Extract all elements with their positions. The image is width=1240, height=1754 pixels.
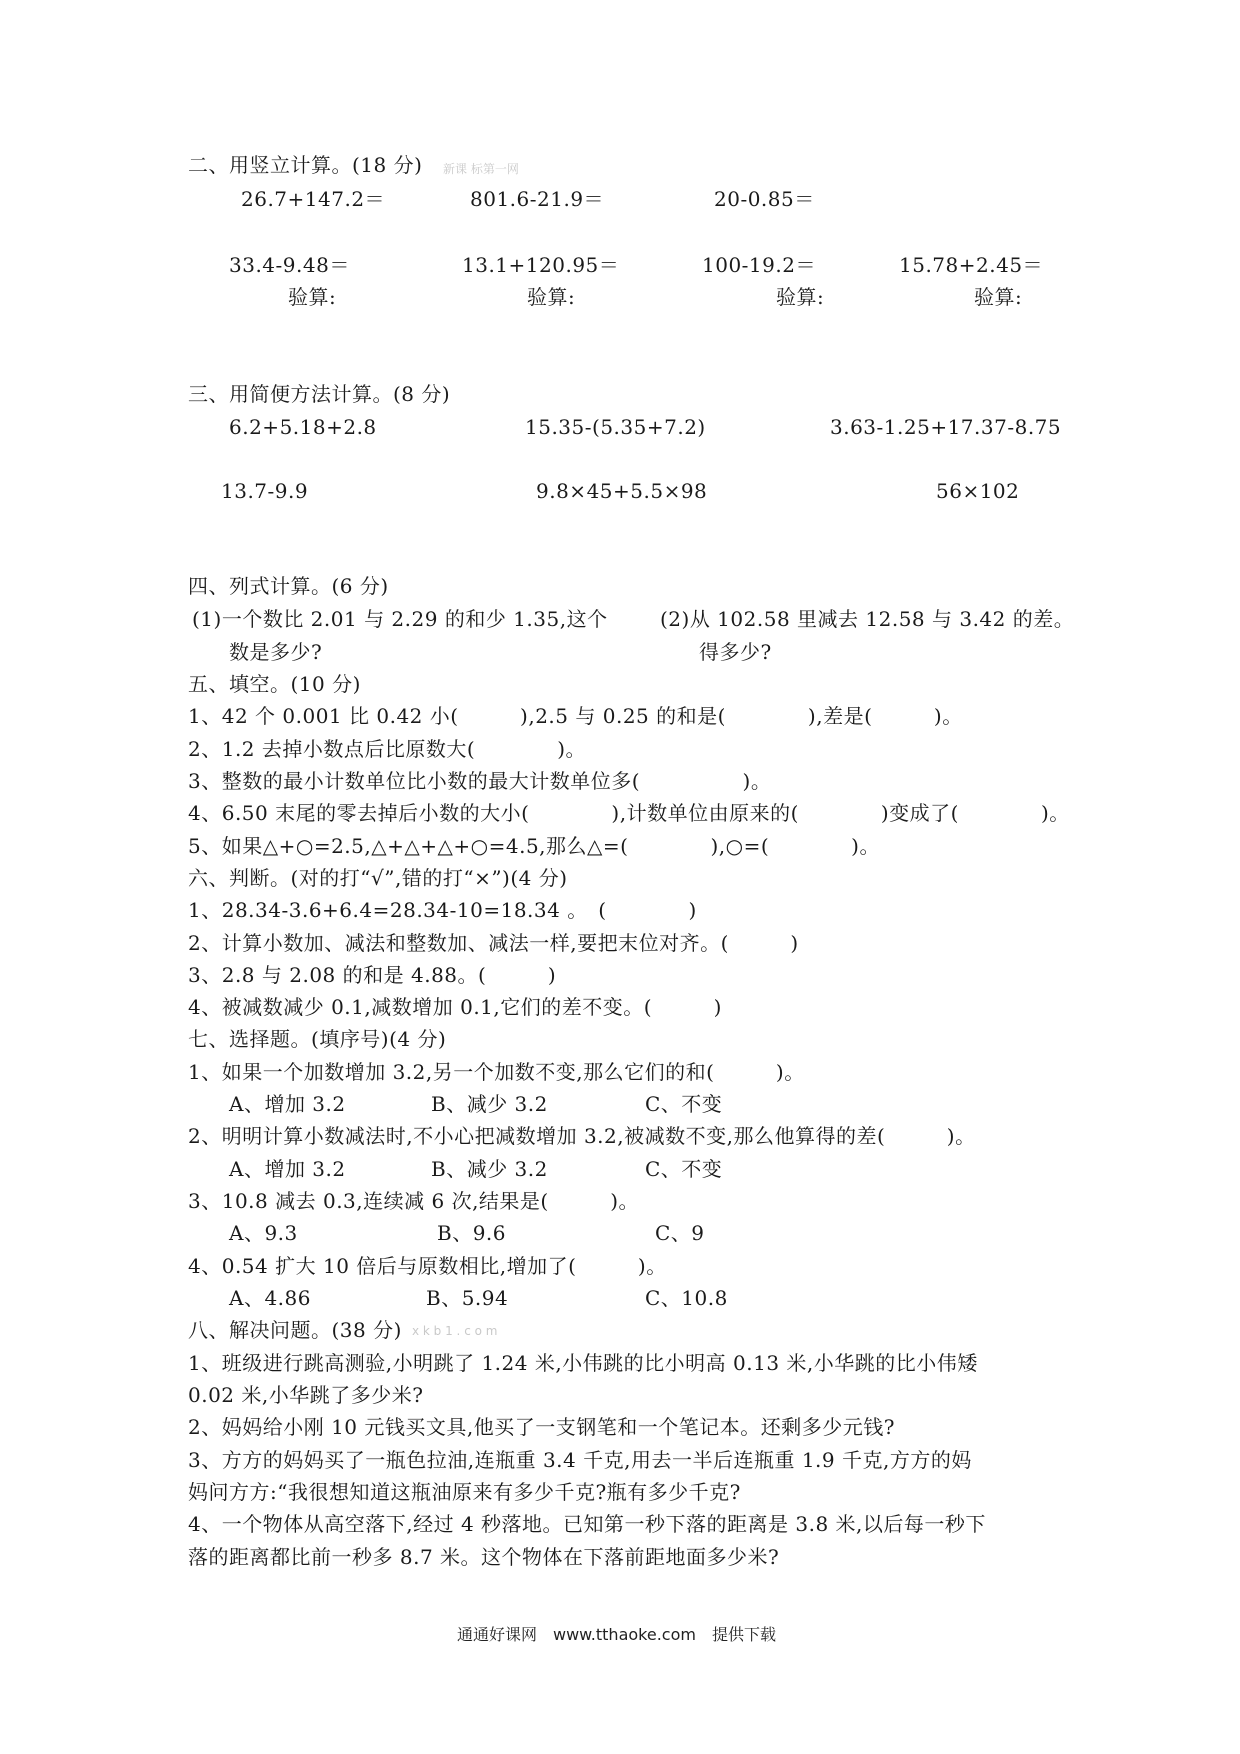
s7-q4-option-a: A、4.86 xyxy=(229,1286,311,1310)
s7-q2-option-c: C、不变 xyxy=(645,1157,723,1181)
s3-problem-5: 9.8×45+5.5×98 xyxy=(536,479,708,503)
s2-problem-2: 801.6-21.9＝ xyxy=(470,187,605,211)
watermark-xinkebiao: 新课 标第一网 xyxy=(443,162,519,176)
s7-q4-option-b: B、5.94 xyxy=(426,1286,509,1310)
s5-item-5: 5、如果△+○=2.5,△+△+△+○=4.5,那么△=( ),○=( )。 xyxy=(188,834,880,858)
s5-item-2: 2、1.2 去掉小数点后比原数大( )。 xyxy=(188,737,586,761)
s7-question-2: 2、明明计算小数减法时,不小心把减数增加 3.2,被减数不变,那么他算得的差( )。 xyxy=(188,1124,976,1148)
section-8-title: 八、解决问题。(38 分) xyxy=(188,1318,402,1342)
footer-credit: 通通好课网 www.tthaoke.com 提供下载 xyxy=(457,1625,776,1644)
s4-q1-line1: (1)一个数比 2.01 与 2.29 的和少 1.35,这个 xyxy=(192,607,608,631)
s2-problem-6: 100-19.2＝ xyxy=(702,253,816,277)
s2-problem-1: 26.7+147.2＝ xyxy=(241,187,386,211)
s8-line-5: 妈问方方:“我很想知道这瓶油原来有多少千克?瓶有多少千克? xyxy=(188,1480,741,1504)
s7-q1-option-a: A、增加 3.2 xyxy=(229,1092,346,1116)
s7-q4-option-c: C、10.8 xyxy=(645,1286,728,1310)
section-6-title: 六、判断。(对的打“√”,错的打“×”)(4 分) xyxy=(188,866,568,890)
s2-check-4: 验算: xyxy=(974,285,1023,309)
s2-problem-4: 33.4-9.48＝ xyxy=(229,253,350,277)
s4-q2-line2: 得多少? xyxy=(699,640,772,664)
s2-check-3: 验算: xyxy=(776,285,825,309)
section-5-title: 五、填空。(10 分) xyxy=(188,672,361,696)
s8-line-4: 3、方方的妈妈买了一瓶色拉油,连瓶重 3.4 千克,用去一半后连瓶重 1.9 千克,方方的妈 xyxy=(188,1448,972,1472)
s6-item-3: 3、2.8 与 2.08 的和是 4.88。( ) xyxy=(188,963,557,987)
s3-problem-1: 6.2+5.18+2.8 xyxy=(229,415,377,439)
section-4-title: 四、列式计算。(6 分) xyxy=(188,574,389,598)
s2-check-2: 验算: xyxy=(527,285,576,309)
s8-line-6: 4、一个物体从高空落下,经过 4 秒落地。已知第一秒下落的距离是 3.8 米,以后每一秒下 xyxy=(188,1512,986,1536)
s2-check-1: 验算: xyxy=(288,285,337,309)
s7-question-3: 3、10.8 减去 0.3,连续减 6 次,结果是( )。 xyxy=(188,1189,640,1213)
s6-item-4: 4、被减数减少 0.1,减数增加 0.1,它们的差不变。( ) xyxy=(188,995,722,1019)
s7-q1-option-b: B、减少 3.2 xyxy=(431,1092,548,1116)
s3-problem-4: 13.7-9.9 xyxy=(221,479,309,503)
s3-problem-3: 3.63-1.25+17.37-8.75 xyxy=(830,415,1062,439)
s7-q3-option-b: B、9.6 xyxy=(437,1221,507,1245)
s6-item-1: 1、28.34-3.6+6.4=28.34-10=18.34 。 ( ) xyxy=(188,898,697,922)
s7-question-1: 1、如果一个加数增加 3.2,另一个加数不变,那么它们的和( )。 xyxy=(188,1060,805,1084)
s3-problem-6: 56×102 xyxy=(936,479,1020,503)
s8-line-7: 落的距离都比前一秒多 8.7 米。这个物体在下落前距地面多少米? xyxy=(188,1545,780,1569)
s5-item-1: 1、42 个 0.001 比 0.42 小( ),2.5 与 0.25 的和是( ),差是( )。 xyxy=(188,704,963,728)
s7-q2-option-b: B、减少 3.2 xyxy=(431,1157,548,1181)
section-3-title: 三、用简便方法计算。(8 分) xyxy=(188,382,451,406)
s5-item-4: 4、6.50 末尾的零去掉后小数的大小( ),计数单位由原来的( )变成了( )。 xyxy=(188,801,1070,825)
s7-q2-option-a: A、增加 3.2 xyxy=(229,1157,346,1181)
s7-q3-option-a: A、9.3 xyxy=(229,1221,298,1245)
s2-problem-7: 15.78+2.45＝ xyxy=(899,253,1044,277)
s5-item-3: 3、整数的最小计数单位比小数的最大计数单位多( )。 xyxy=(188,769,772,793)
section-2-title: 二、用竖立计算。(18 分) xyxy=(188,153,423,177)
s3-problem-2: 15.35-(5.35+7.2) xyxy=(525,415,706,439)
s6-item-2: 2、计算小数加、减法和整数加、减法一样,要把末位对齐。( ) xyxy=(188,931,799,955)
s7-q3-option-c: C、9 xyxy=(655,1221,705,1245)
section-7-title: 七、选择题。(填序号)(4 分) xyxy=(188,1027,447,1051)
s7-question-4: 4、0.54 扩大 10 倍后与原数相比,增加了( )。 xyxy=(188,1254,667,1278)
s2-problem-5: 13.1+120.95＝ xyxy=(462,253,620,277)
s4-q1-line2: 数是多少? xyxy=(229,640,323,664)
s7-q1-option-c: C、不变 xyxy=(645,1092,723,1116)
s8-line-1: 1、班级进行跳高测验,小明跳了 1.24 米,小伟跳的比小明高 0.13 米,小华跳的比小伟矮 xyxy=(188,1351,978,1375)
watermark-xkb1: x k b 1 . c o m xyxy=(412,1324,498,1338)
s4-q2-line1: (2)从 102.58 里减去 12.58 与 3.42 的差。 xyxy=(660,607,1075,631)
s8-line-3: 2、妈妈给小刚 10 元钱买文具,他买了一支钢笔和一个笔记本。还剩多少元钱? xyxy=(188,1415,895,1439)
s8-line-2: 0.02 米,小华跳了多少米? xyxy=(188,1383,424,1407)
s2-problem-3: 20-0.85＝ xyxy=(714,187,815,211)
